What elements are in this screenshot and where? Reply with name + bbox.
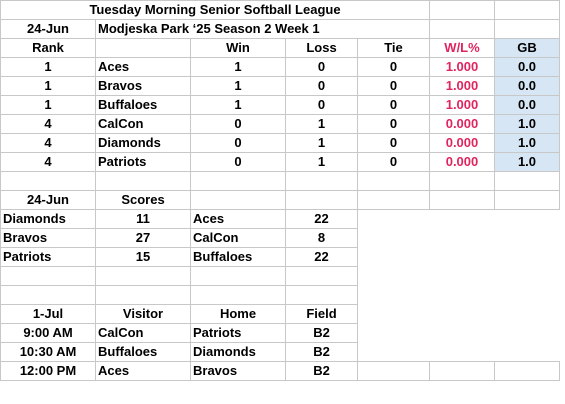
score-value1[interactable]: 27	[96, 229, 191, 248]
scores-header[interactable]: Scores	[96, 191, 191, 210]
header-visitor[interactable]: Visitor	[96, 305, 191, 324]
game-visitor[interactable]: CalCon	[96, 324, 191, 343]
rank-cell[interactable]: 1	[1, 77, 96, 96]
loss-cell[interactable]: 1	[286, 134, 358, 153]
tie-cell[interactable]: 0	[358, 96, 430, 115]
score-team1[interactable]: Patriots	[1, 248, 96, 267]
league-title[interactable]: Tuesday Morning Senior Softball League	[1, 1, 430, 20]
score-value1[interactable]: 15	[96, 248, 191, 267]
header-rank[interactable]: Rank	[1, 39, 96, 58]
week-date[interactable]: 24-Jun	[1, 20, 96, 39]
loss-cell[interactable]: 1	[286, 115, 358, 134]
header-gb[interactable]: GB	[495, 39, 560, 58]
game-visitor[interactable]: Aces	[96, 362, 191, 381]
subtitle-row	[1, 20, 560, 39]
header-tie[interactable]: Tie	[358, 39, 430, 58]
loss-cell[interactable]: 0	[286, 58, 358, 77]
tie-cell[interactable]: 0	[358, 134, 430, 153]
spacer-row	[1, 267, 560, 286]
header-loss[interactable]: Loss	[286, 39, 358, 58]
gb-cell[interactable]: 0.0	[495, 58, 560, 77]
rank-cell[interactable]: 4	[1, 115, 96, 134]
tie-cell[interactable]: 0	[358, 77, 430, 96]
game-time[interactable]: 12:00 PM	[1, 362, 96, 381]
header-win[interactable]: Win	[191, 39, 286, 58]
standings-header-row	[1, 39, 560, 58]
score-value2[interactable]: 8	[286, 229, 358, 248]
pct-cell[interactable]: 1.000	[430, 58, 495, 77]
score-value2[interactable]: 22	[286, 248, 358, 267]
win-cell[interactable]: 0	[191, 134, 286, 153]
score-row	[1, 229, 560, 248]
score-row	[1, 248, 560, 267]
tie-cell[interactable]: 0	[358, 153, 430, 172]
game-field[interactable]: B2	[286, 343, 358, 362]
standings-row	[1, 134, 560, 153]
header-team[interactable]	[96, 39, 191, 58]
gb-cell[interactable]: 1.0	[495, 153, 560, 172]
game-time[interactable]: 9:00 AM	[1, 324, 96, 343]
spacer-row	[1, 286, 560, 305]
pct-cell[interactable]: 0.000	[430, 134, 495, 153]
gb-cell[interactable]: 0.0	[495, 77, 560, 96]
pct-cell[interactable]: 0.000	[430, 115, 495, 134]
game-visitor[interactable]: Buffaloes	[96, 343, 191, 362]
game-field[interactable]: B2	[286, 324, 358, 343]
schedule-row	[1, 343, 560, 362]
tie-cell[interactable]: 0	[358, 115, 430, 134]
game-home[interactable]: Patriots	[191, 324, 286, 343]
tie-cell[interactable]: 0	[358, 58, 430, 77]
win-cell[interactable]: 1	[191, 96, 286, 115]
pct-cell[interactable]: 1.000	[430, 96, 495, 115]
schedule-row	[1, 362, 560, 381]
score-team2[interactable]: Aces	[191, 210, 286, 229]
standings-row	[1, 153, 560, 172]
win-cell[interactable]: 0	[191, 115, 286, 134]
gb-cell[interactable]: 0.0	[495, 96, 560, 115]
gb-cell[interactable]: 1.0	[495, 134, 560, 153]
game-home[interactable]: Diamonds	[191, 343, 286, 362]
game-home[interactable]: Bravos	[191, 362, 286, 381]
title-row	[1, 1, 560, 20]
rank-cell[interactable]: 1	[1, 96, 96, 115]
score-value2[interactable]: 22	[286, 210, 358, 229]
team-cell[interactable]: Buffaloes	[96, 96, 191, 115]
game-field[interactable]: B2	[286, 362, 358, 381]
standings-row	[1, 96, 560, 115]
scores-date[interactable]: 24-Jun	[1, 191, 96, 210]
game-time[interactable]: 10:30 AM	[1, 343, 96, 362]
rank-cell[interactable]: 1	[1, 58, 96, 77]
pct-cell[interactable]: 1.000	[430, 77, 495, 96]
pct-cell[interactable]: 0.000	[430, 153, 495, 172]
spacer-row	[1, 172, 560, 191]
schedule-header-row	[1, 305, 560, 324]
header-home[interactable]: Home	[191, 305, 286, 324]
schedule-date[interactable]: 1-Jul	[1, 305, 96, 324]
loss-cell[interactable]: 1	[286, 153, 358, 172]
win-cell[interactable]: 1	[191, 77, 286, 96]
loss-cell[interactable]: 0	[286, 77, 358, 96]
standings-row	[1, 77, 560, 96]
score-value1[interactable]: 11	[96, 210, 191, 229]
header-field[interactable]: Field	[286, 305, 358, 324]
score-team1[interactable]: Bravos	[1, 229, 96, 248]
team-cell[interactable]: Aces	[96, 58, 191, 77]
score-row	[1, 210, 560, 229]
team-cell[interactable]: Diamonds	[96, 134, 191, 153]
score-team2[interactable]: Buffaloes	[191, 248, 286, 267]
header-wl-pct[interactable]: W/L%	[430, 39, 495, 58]
gb-cell[interactable]: 1.0	[495, 115, 560, 134]
score-team2[interactable]: CalCon	[191, 229, 286, 248]
week-subtitle[interactable]: Modjeska Park ‘25 Season 2 Week 1	[96, 20, 430, 39]
team-cell[interactable]: Patriots	[96, 153, 191, 172]
team-cell[interactable]: CalCon	[96, 115, 191, 134]
rank-cell[interactable]: 4	[1, 153, 96, 172]
score-team1[interactable]: Diamonds	[1, 210, 96, 229]
win-cell[interactable]: 0	[191, 153, 286, 172]
scores-header-row	[1, 191, 560, 210]
rank-cell[interactable]: 4	[1, 134, 96, 153]
standings-row	[1, 115, 560, 134]
standings-row	[1, 58, 560, 77]
team-cell[interactable]: Bravos	[96, 77, 191, 96]
schedule-row	[1, 324, 560, 343]
win-cell[interactable]: 1	[191, 58, 286, 77]
loss-cell[interactable]: 0	[286, 96, 358, 115]
